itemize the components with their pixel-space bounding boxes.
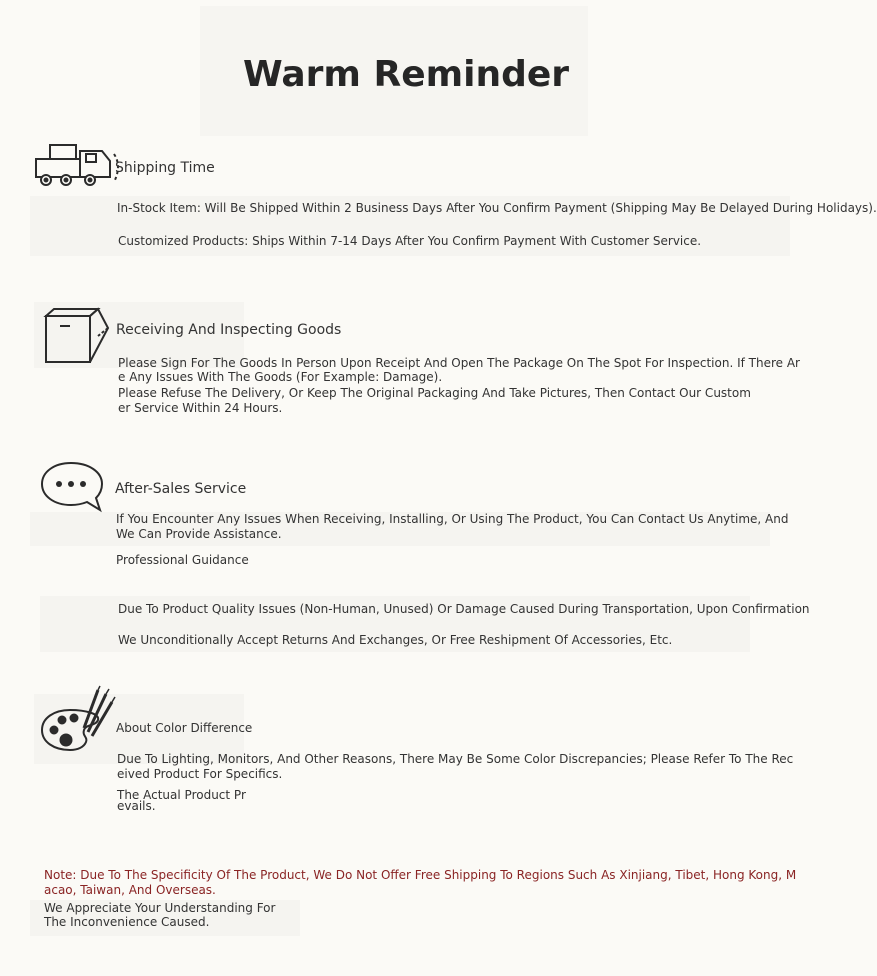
- thanks-text-a: We Appreciate Your Understanding For: [44, 901, 276, 915]
- receiving-text-2a: Please Refuse The Delivery, Or Keep The Original Packaging And Take Pictures, Then Contact Our Custom: [118, 386, 751, 400]
- after-sales-returns: We Unconditionally Accept Returns And Exchanges, Or Free Reshipment Of Accessories, Etc.: [118, 633, 673, 647]
- box-icon: [40, 306, 112, 368]
- note-text-b: acao, Taiwan, And Overseas.: [44, 883, 216, 897]
- color-text-1a: Due To Lighting, Monitors, And Other Reasons, There May Be Some Color Discrepancies; Please Refer To The Rec: [117, 752, 794, 766]
- truck-icon: [34, 142, 126, 188]
- receiving-heading: Receiving And Inspecting Goods: [116, 322, 342, 338]
- after-sales-guidance: Professional Guidance: [116, 553, 249, 567]
- color-text-1b: eived Product For Specifics.: [117, 767, 283, 781]
- after-sales-intro-a: If You Encounter Any Issues When Receiving, Installing, Or Using The Product, You Can Contact Us Anytime, And: [116, 512, 789, 526]
- page-title: Warm Reminder: [242, 54, 570, 95]
- receiving-text-2b: er Service Within 24 Hours.: [118, 401, 283, 415]
- color-text-2a: The Actual Product Pr: [117, 788, 246, 802]
- after-sales-intro-b: We Can Provide Assistance.: [116, 527, 282, 541]
- shipping-customized-text: Customized Products: Ships Within 7-14 Days After You Confirm Payment With Customer Service.: [118, 234, 702, 248]
- thanks-text-b: The Inconvenience Caused.: [44, 915, 210, 929]
- receiving-text-1a: Please Sign For The Goods In Person Upon Receipt And Open The Package On The Spot For Inspection. If There Ar: [118, 356, 800, 370]
- shipping-heading: Shipping Time: [115, 160, 215, 176]
- chat-bubble-icon: [40, 460, 106, 514]
- color-heading: About Color Difference: [116, 721, 253, 735]
- color-text-2b: evails.: [117, 799, 156, 813]
- receiving-text-1b: e Any Issues With The Goods (For Example: Damage).: [118, 370, 443, 384]
- shipping-instock-text: In-Stock Item: Will Be Shipped Within 2 Business Days After You Confirm Payment (Shipping May Be Delayed During Holidays).: [117, 201, 877, 215]
- palette-icon: [40, 684, 116, 756]
- after-sales-heading: After-Sales Service: [115, 481, 247, 497]
- note-text-a: Note: Due To The Specificity Of The Product, We Do Not Offer Free Shipping To Regions Such As Xinjiang, Tibet, Hong Kong, M: [44, 868, 797, 882]
- after-sales-quality: Due To Product Quality Issues (Non-Human, Unused) Or Damage Caused During Transportation, Upon Confirmation: [118, 602, 810, 616]
